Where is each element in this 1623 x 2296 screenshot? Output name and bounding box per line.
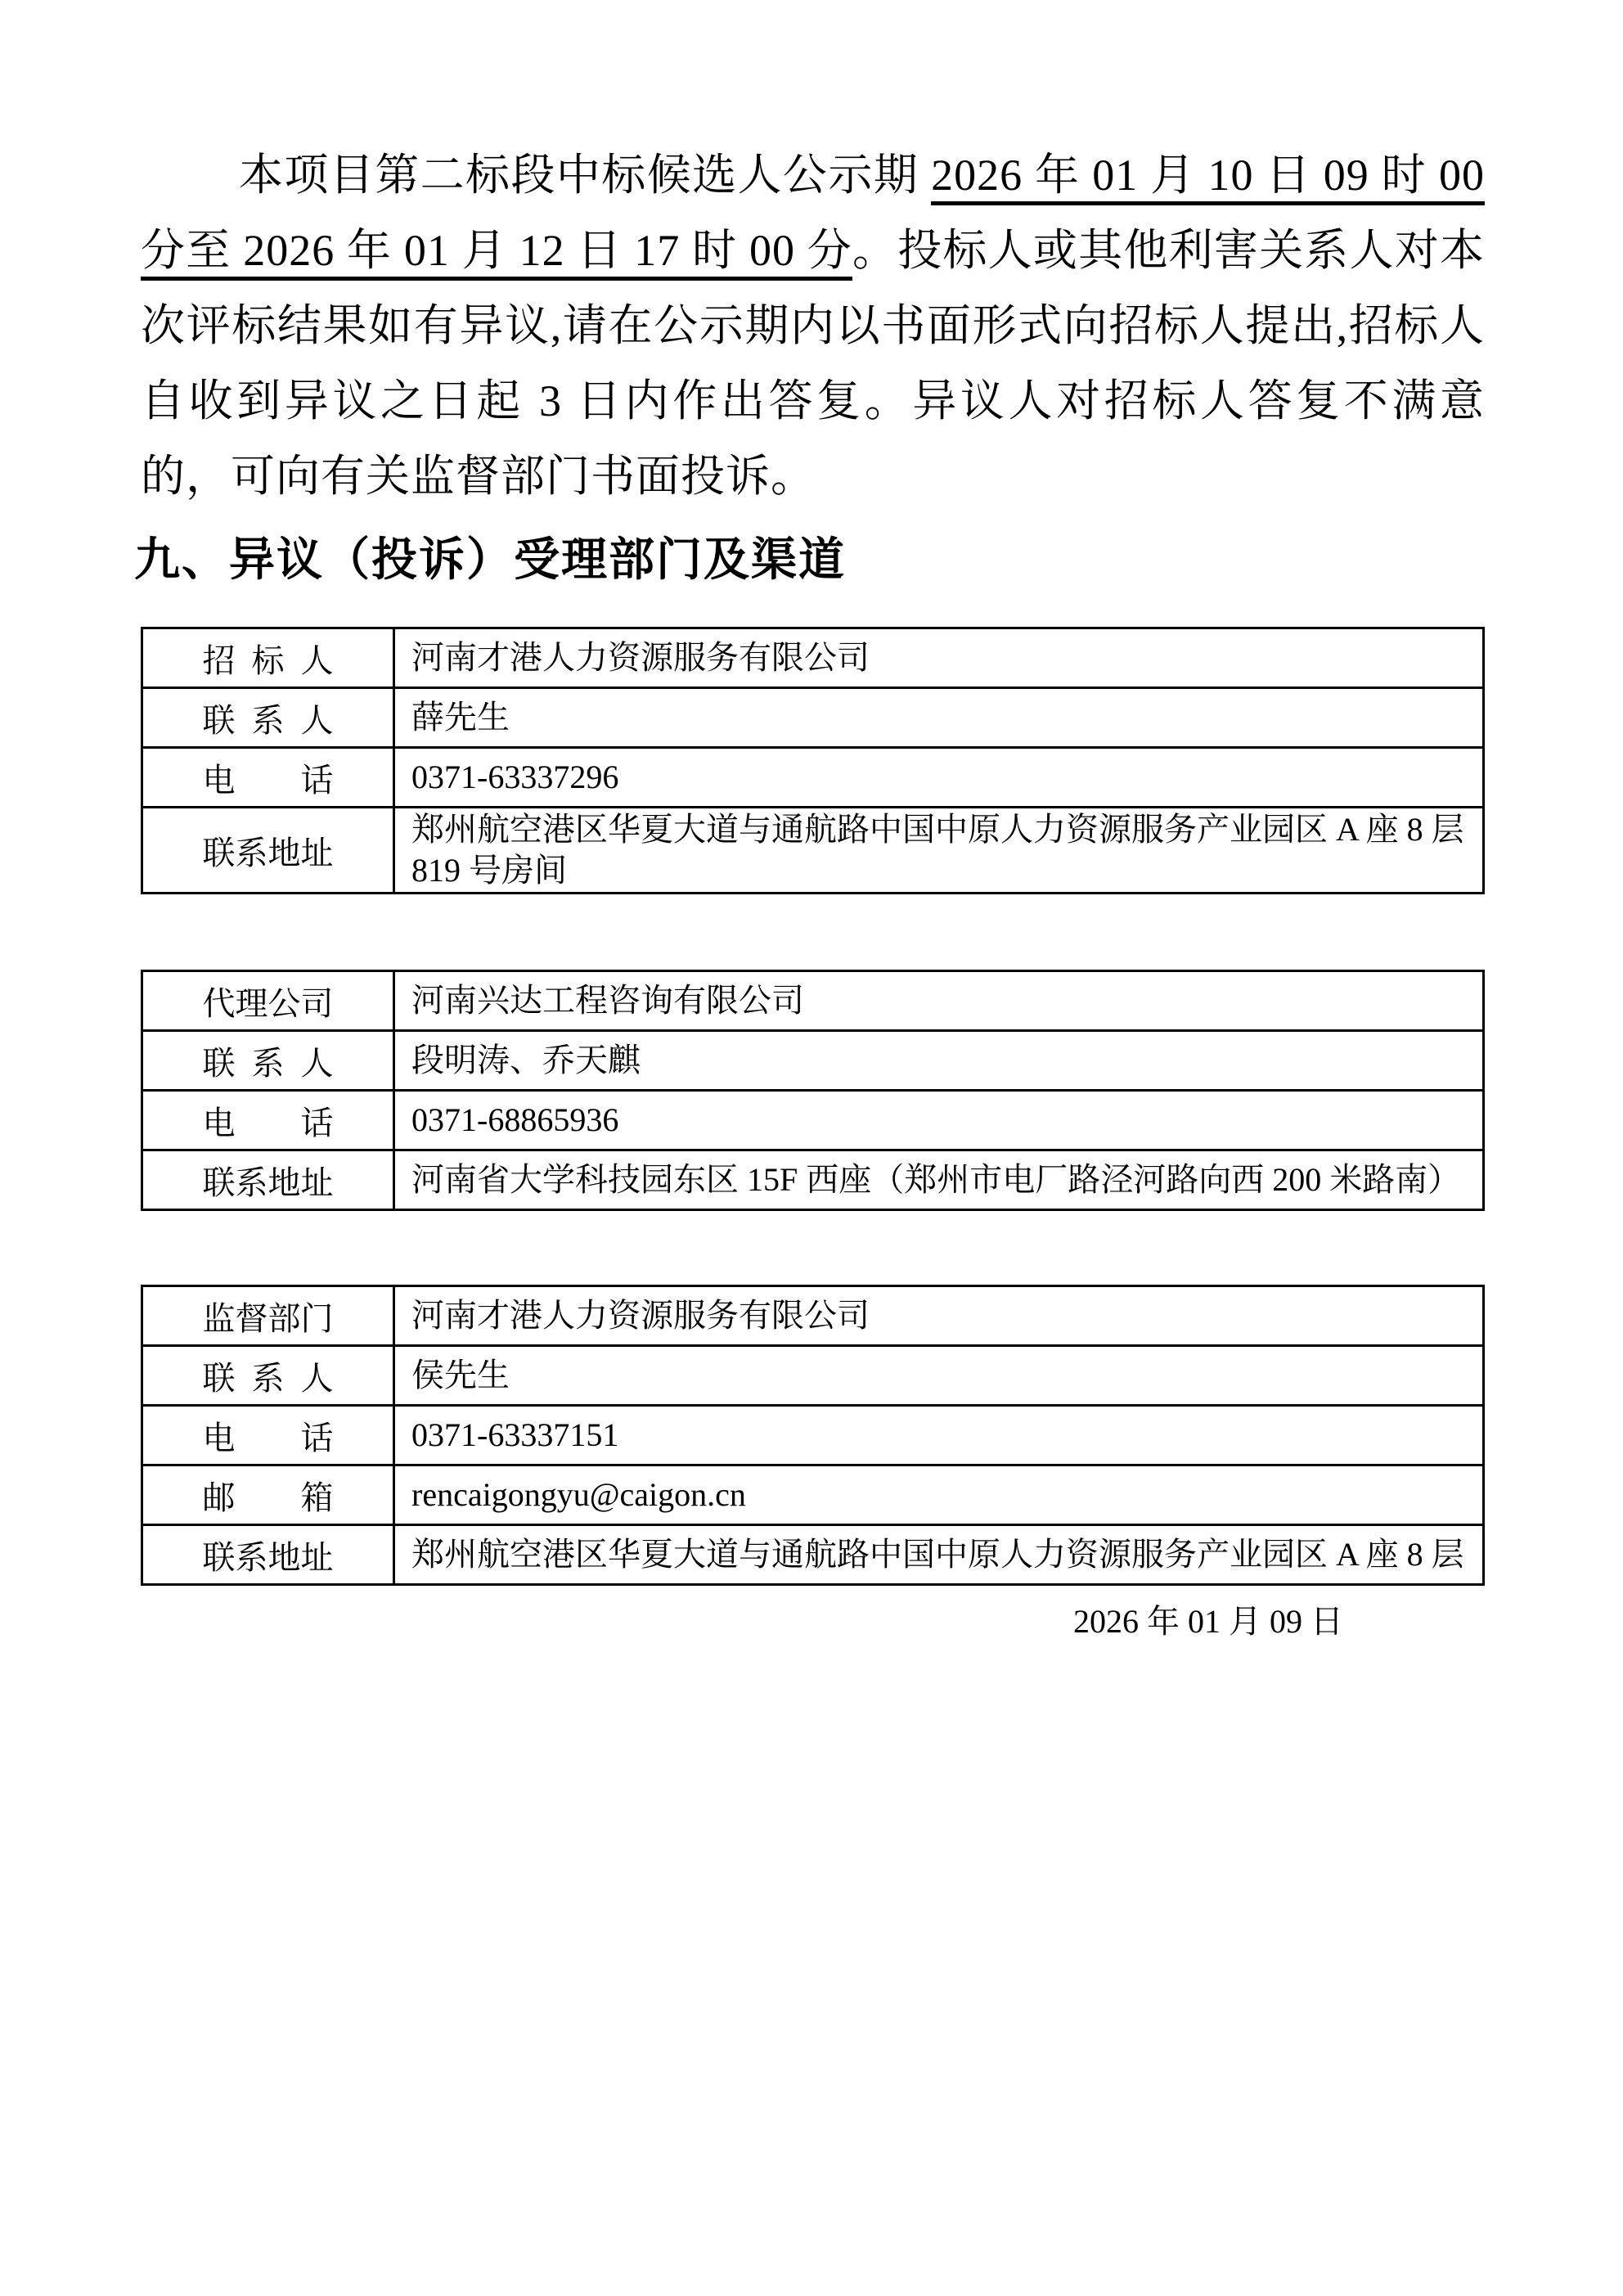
row-label: 邮箱 — [202, 1479, 334, 1516]
row-label: 联系人 — [202, 701, 334, 739]
row-label-cell — [142, 748, 394, 808]
row-label: 电话 — [202, 1104, 334, 1141]
row-label: 代理公司 — [202, 984, 334, 1022]
row-label-cell — [142, 688, 394, 748]
row-value: 郑州航空港区华夏大道与通航路中国中原人力资源服务产业园区 A 座 8 层 — [394, 1525, 1484, 1585]
table-row — [142, 808, 1484, 894]
row-label-cell — [142, 1091, 394, 1150]
table-row — [142, 1286, 1484, 1346]
table-row — [142, 688, 1484, 748]
row-label: 联系人 — [202, 1359, 334, 1397]
row-label: 招标人 — [202, 642, 334, 679]
row-label: 联系地址 — [202, 1538, 334, 1576]
supervision-info-table — [141, 1285, 1485, 1586]
row-label-cell — [142, 971, 394, 1031]
row-value: 河南才港人力资源服务有限公司 — [394, 1286, 1484, 1346]
row-value email-value: rencaigongyu@caigon.cn — [394, 1465, 1484, 1525]
paragraph-text-before: 本项目第二标段中标候选人公示期 — [239, 151, 932, 200]
publicity-period-underlined: 2026 年 01 月 10 日 09 时 00 分至 2026 年 01 月 12 日 17 时 00 分 — [141, 151, 1486, 275]
section-heading: 九、异议（投诉）受理部门及渠道 — [134, 533, 846, 585]
row-label-cell — [142, 1286, 394, 1346]
table-row — [142, 1150, 1484, 1210]
issue-date: 2026 年 01 月 09 日 — [1073, 1603, 1343, 1640]
row-value: 河南兴达工程咨询有限公司 — [394, 971, 1484, 1031]
row-label-cell — [142, 1031, 394, 1091]
agency-info-table — [141, 970, 1485, 1211]
row-value: 0371-63337296 — [394, 748, 1484, 808]
row-label-cell — [142, 628, 394, 688]
row-label: 联系人 — [202, 1044, 334, 1082]
row-label: 联系地址 — [202, 834, 334, 871]
row-label-cell — [142, 1406, 394, 1465]
row-value: 郑州航空港区华夏大道与通航路中国中原人力资源服务产业园区 A 座 8 层 819 号房间 — [394, 808, 1484, 894]
table-row — [142, 1465, 1484, 1525]
row-label-cell — [142, 1465, 394, 1525]
notice-paragraph — [141, 137, 1485, 514]
table-row — [142, 1031, 1484, 1091]
paragraph-text-after: 。投标人或其他利害关系人对本次评标结果如有异议,请在公示期内以书面形式向招标人提出,招标人自收到异议之日起 3 日内作出答复。异议人对招标人答复不满意的，可向有关监督部门书面投诉。 — [141, 226, 1486, 501]
row-value: 0371-68865936 — [394, 1091, 1484, 1150]
table-row — [142, 1525, 1484, 1585]
table-row — [142, 971, 1484, 1031]
table-row — [142, 1346, 1484, 1406]
row-label: 监督部门 — [202, 1299, 334, 1337]
row-label-cell — [142, 1346, 394, 1406]
row-label-cell — [142, 808, 394, 894]
table-row — [142, 628, 1484, 688]
table-row — [142, 1406, 1484, 1465]
row-value: 薛先生 — [394, 688, 1484, 748]
row-value: 侯先生 — [394, 1346, 1484, 1406]
row-value: 段明涛、乔天麒 — [394, 1031, 1484, 1091]
row-value: 河南才港人力资源服务有限公司 — [394, 628, 1484, 688]
row-label: 电话 — [202, 1419, 334, 1456]
row-label: 联系地址 — [202, 1164, 334, 1201]
table-row — [142, 1091, 1484, 1150]
table-row — [142, 748, 1484, 808]
row-label: 电话 — [202, 761, 334, 799]
row-label-cell — [142, 1525, 394, 1585]
row-value: 河南省大学科技园东区 15F 西座（郑州市电厂路泾河路向西 200 米路南） — [394, 1150, 1484, 1210]
tenderer-info-table — [141, 627, 1485, 894]
row-value: 0371-63337151 — [394, 1406, 1484, 1465]
row-label-cell — [142, 1150, 394, 1210]
